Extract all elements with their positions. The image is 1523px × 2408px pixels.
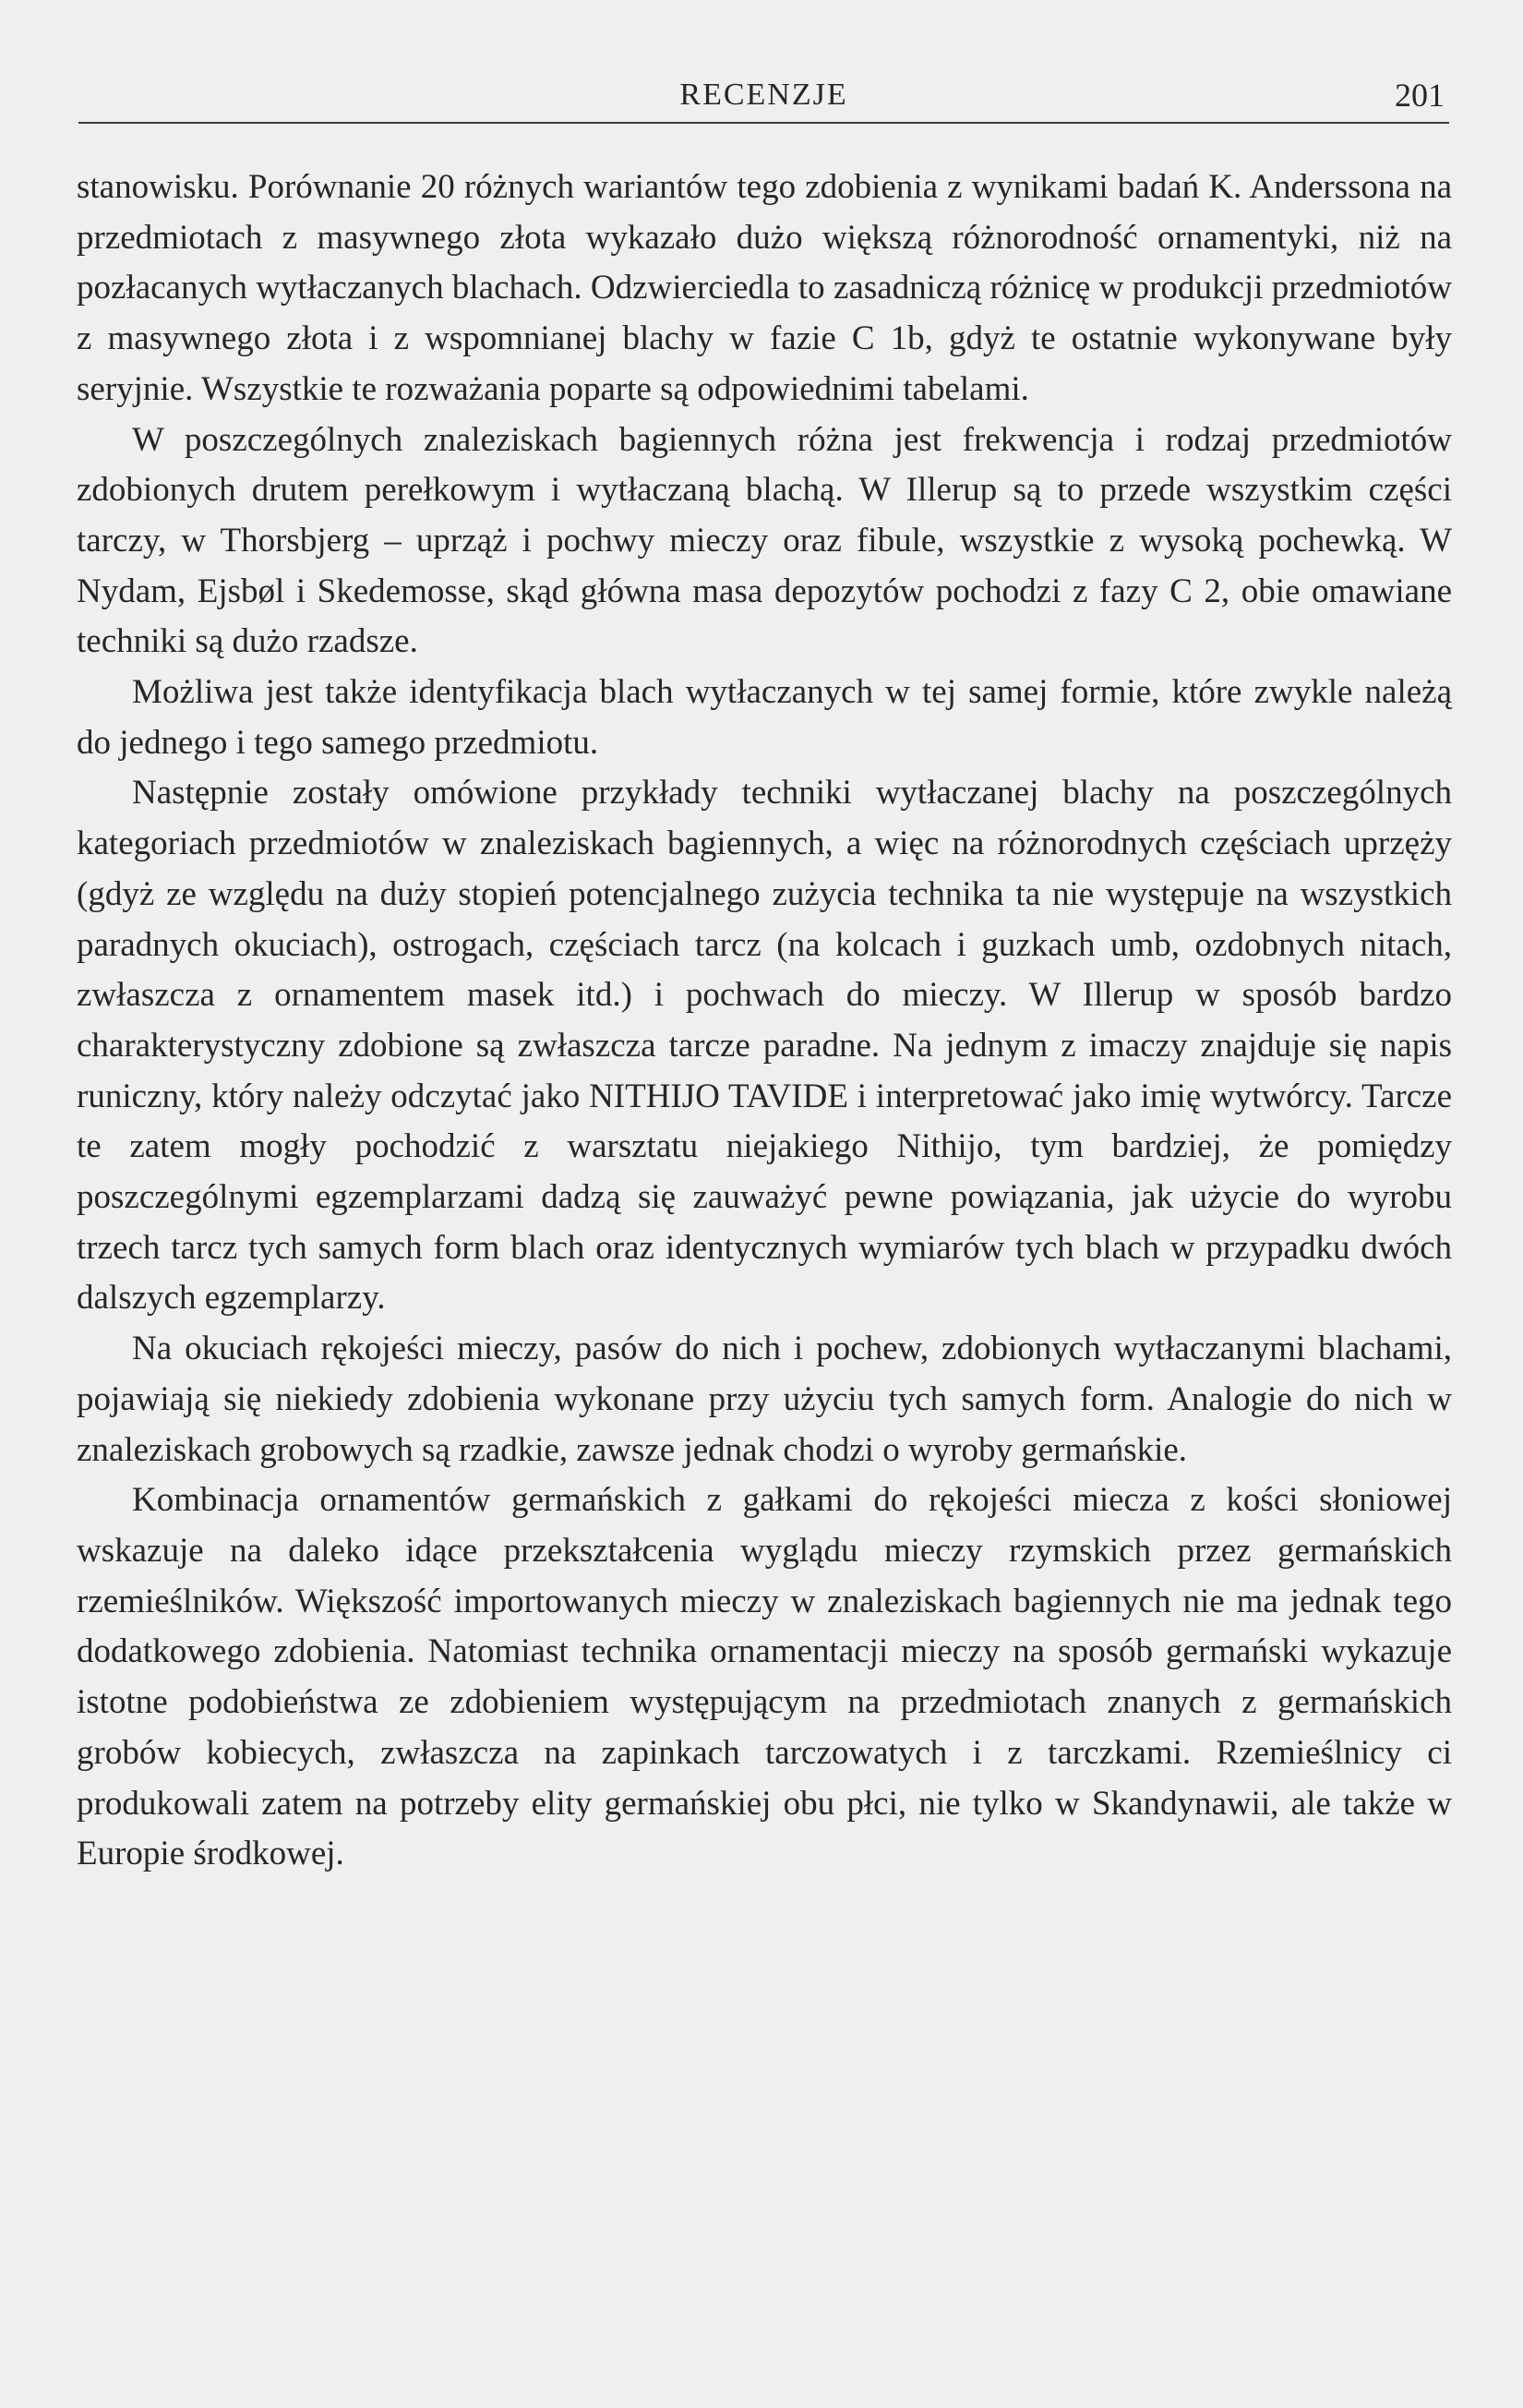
body-text <box>77 163 1452 1880</box>
paragraph: stanowisku. Porównanie 20 różnych wariantów tego zdobienia z wynikami badań K. Anderssona na przedmiotach z masywnego złota wykazało dużo większą różnorodność ornamentyki, niż na pozłacanych wytłaczanych blachach. Odzwierciedla to zasadniczą różnicę w produkcji przedmiotów z masywnego złota i z wspomnianej blachy w fazie C 1b, gdyż te ostatnie wykonywane były seryjnie. Wszystkie te rozważania poparte są odpowiednimi tabelami. <box>77 168 1452 408</box>
header-rule <box>78 122 1449 124</box>
paragraph: Na okuciach rękojeści mieczy, pasów do nich i pochew, zdobionych wytłaczanymi blachami, pojawiają się niekiedy zdobienia wykonane przy użyciu tych samych form. Analogie do nich w znaleziskach grobowych są rzadkie, zawsze jednak chodzi o wyroby germańskie. <box>77 1330 1452 1469</box>
paragraph: Następnie zostały omówione przykłady techniki wytłaczanej blachy na poszczególnych kategoriach przedmiotów w znaleziskach bagiennych, a więc na różnorodnych częściach uprzęży (gdyż ze względu na duży stopień potencjalnego zużycia technika ta nie występuje na wszystkich paradnych okuciach), ostrogach, częściach tarcz (na kolcach i guzkach umb, ozdobnych nitach, zwłaszcza z ornamentem masek itd.) i pochwach do mieczy. W Illerup w sposób bardzo charakterystyczny zdobione są zwłaszcza tarcze paradne. Na jednym z imaczy znajduje się napis runiczny, który należy odczytać jako NITHIJO TAVIDE i interpretować jako imię wytwórcy. Tarcze te zatem mogły pochodzić z warsztatu niejakiego Nithijo, tym bardziej, że pomiędzy poszczególnymi egzemplarzami dadzą się zauważyć pewne powiązania, jak użycie do wyrobu trzech tarcz tych samych form blach oraz identycznych wymiarów tych blach w przypadku dwóch dalszych egzemplarzy. <box>77 774 1452 1318</box>
paragraph: W poszczególnych znaleziskach bagiennych różna jest frekwencja i rodzaj przedmiotów zdobionych drutem perełkowym i wytłaczaną blachą. W Illerup są to przede wszystkim części tarczy, w Thorsbjerg – uprząż i pochwy mieczy oraz fibule, wszystkie z wysoką pochewką. W Nydam, Ejsbøl i Skedemosse, skąd główna masa depozytów pochodzi z fazy C 2, obie omawiane techniki są dużo rzadsze. <box>77 420 1452 661</box>
running-title: RECENZJE <box>679 78 848 112</box>
paragraph: Możliwa jest także identyfikacja blach wytłaczanych w tej samej formie, które zwykle należą do jednego i tego samego przedmiotu. <box>77 673 1452 762</box>
page-number: 201 <box>1395 77 1445 114</box>
paragraph: Kombinacja ornamentów germańskich z gałkami do rękojeści miecza z kości słoniowej wskazuje na daleko idące przekształcenia wyglądu mieczy rzymskich przez germańskich rzemieślników. Większość importowanych mieczy w znaleziskach bagiennych nie ma jednak tego dodatkowego zdobienia. Natomiast technika ornamentacji mieczy na sposób germański wykazuje istotne podobieństwa ze zdobieniem występującym na przedmiotach znanych z germańskich grobów kobiecych, zwłaszcza na zapinkach tarczowatych i z tarczkami. Rzemieślnicy ci produkowali zatem na potrzeby elity germańskiej obu płci, nie tylko w Skandynawii, ale także w Europie środkowej. <box>77 1481 1452 1873</box>
page-header <box>78 72 1449 118</box>
